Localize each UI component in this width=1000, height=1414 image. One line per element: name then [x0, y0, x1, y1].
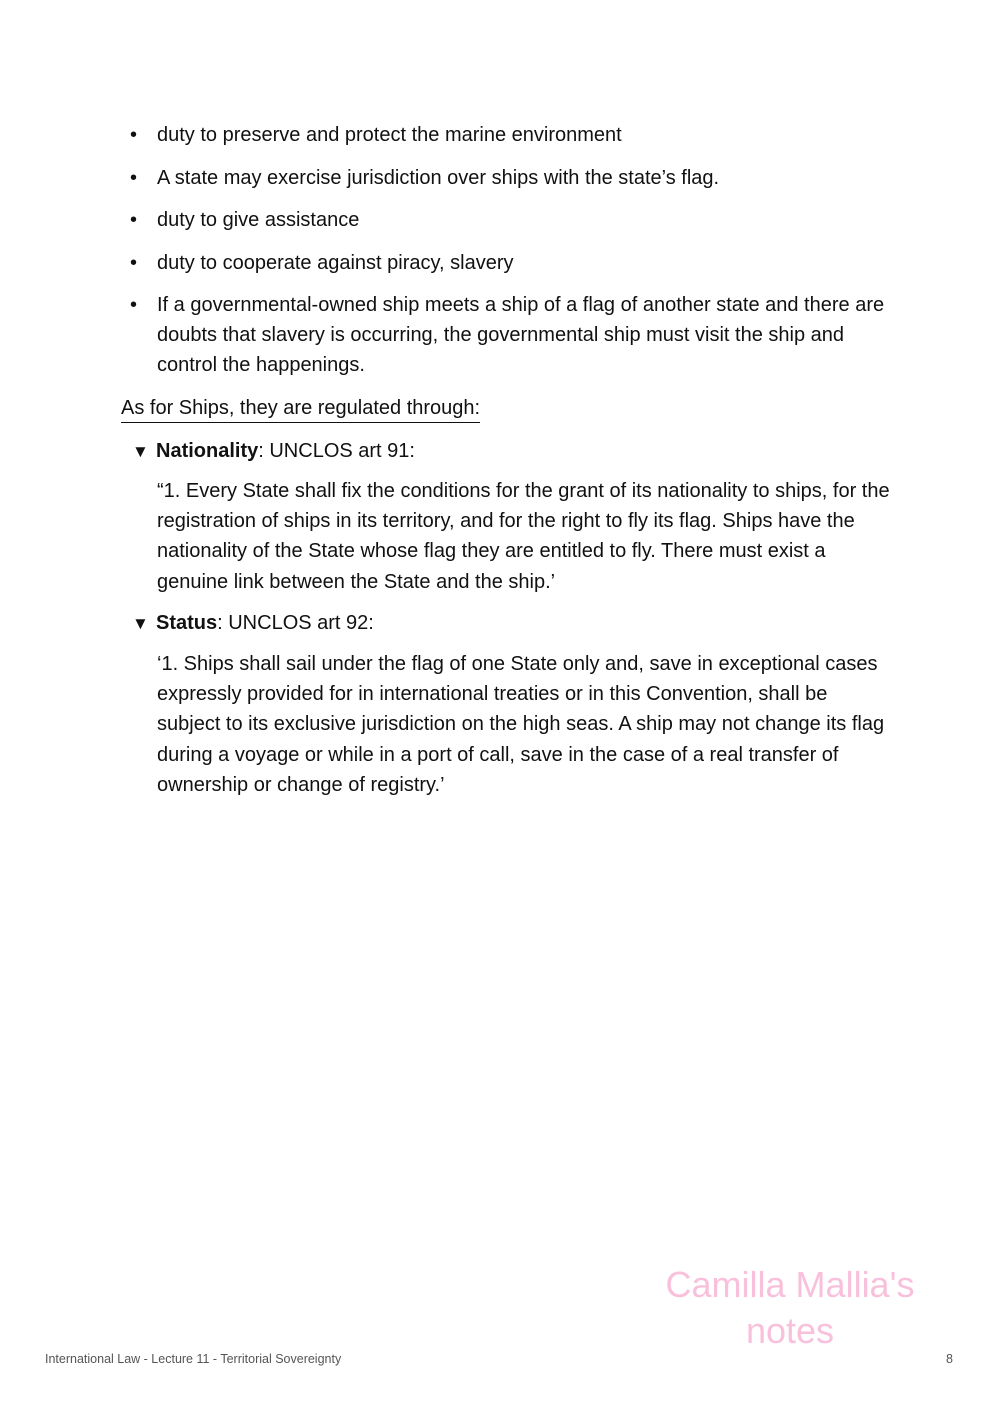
bullet-item: • duty to preserve and protect the marine environment	[130, 120, 890, 150]
toggle-triangle-icon[interactable]: ▼	[132, 442, 149, 461]
bullet-item: • duty to cooperate against piracy, slavery	[130, 248, 890, 278]
watermark	[640, 1262, 940, 1354]
bullet-item: • duty to give assistance	[130, 205, 890, 235]
toggle-label: Nationality	[156, 440, 259, 462]
bullet-item: • If a governmental-owned ship meets a ship of a flag of another state and there are doubts that slavery is occurring, the governmental ship must visit the ship and control the happenings.	[130, 290, 890, 380]
status-quote: ‘1. Ships shall sail under the flag of one State only and, save in exceptional cases expressly provided for in international treaties or in this Convention, shall be subject to its exclusive jurisdiction on the high seas. A ship may not change its flag during a voyage or while in a port of call, save in the case of a real transfer of ownership or change of registry.’	[157, 653, 885, 796]
watermark-line: notes	[745, 1310, 835, 1351]
page-number: 8	[946, 1352, 953, 1366]
toggle-suffix: : UNCLOS art 91:	[258, 440, 415, 462]
toggle-triangle-icon[interactable]: ▼	[132, 614, 149, 633]
watermark-line: Camilla Mallia's	[665, 1264, 915, 1305]
bullet-list	[130, 120, 890, 393]
toggle-nationality[interactable]	[132, 436, 415, 467]
footer-title: International Law - Lecture 11 - Territorial Sovereignty	[45, 1352, 342, 1366]
toggle-label: Status	[156, 612, 218, 634]
bullet-item: • A state may exercise jurisdiction over ships with the state’s flag.	[130, 163, 890, 193]
toggle-suffix: : UNCLOS art 92:	[217, 612, 374, 634]
toggle-status[interactable]	[132, 608, 374, 639]
ships-subheading: As for Ships, they are regulated through:	[121, 394, 480, 423]
nationality-quote: “1. Every State shall fix the conditions for the grant of its nationality to ships, for the registration of ships in its territory, and for the right to fly its flag. Ships have the nationality of the State whose flag they are entitled to fly. There must exist a genuine link between the State and the ship.’	[157, 480, 890, 593]
